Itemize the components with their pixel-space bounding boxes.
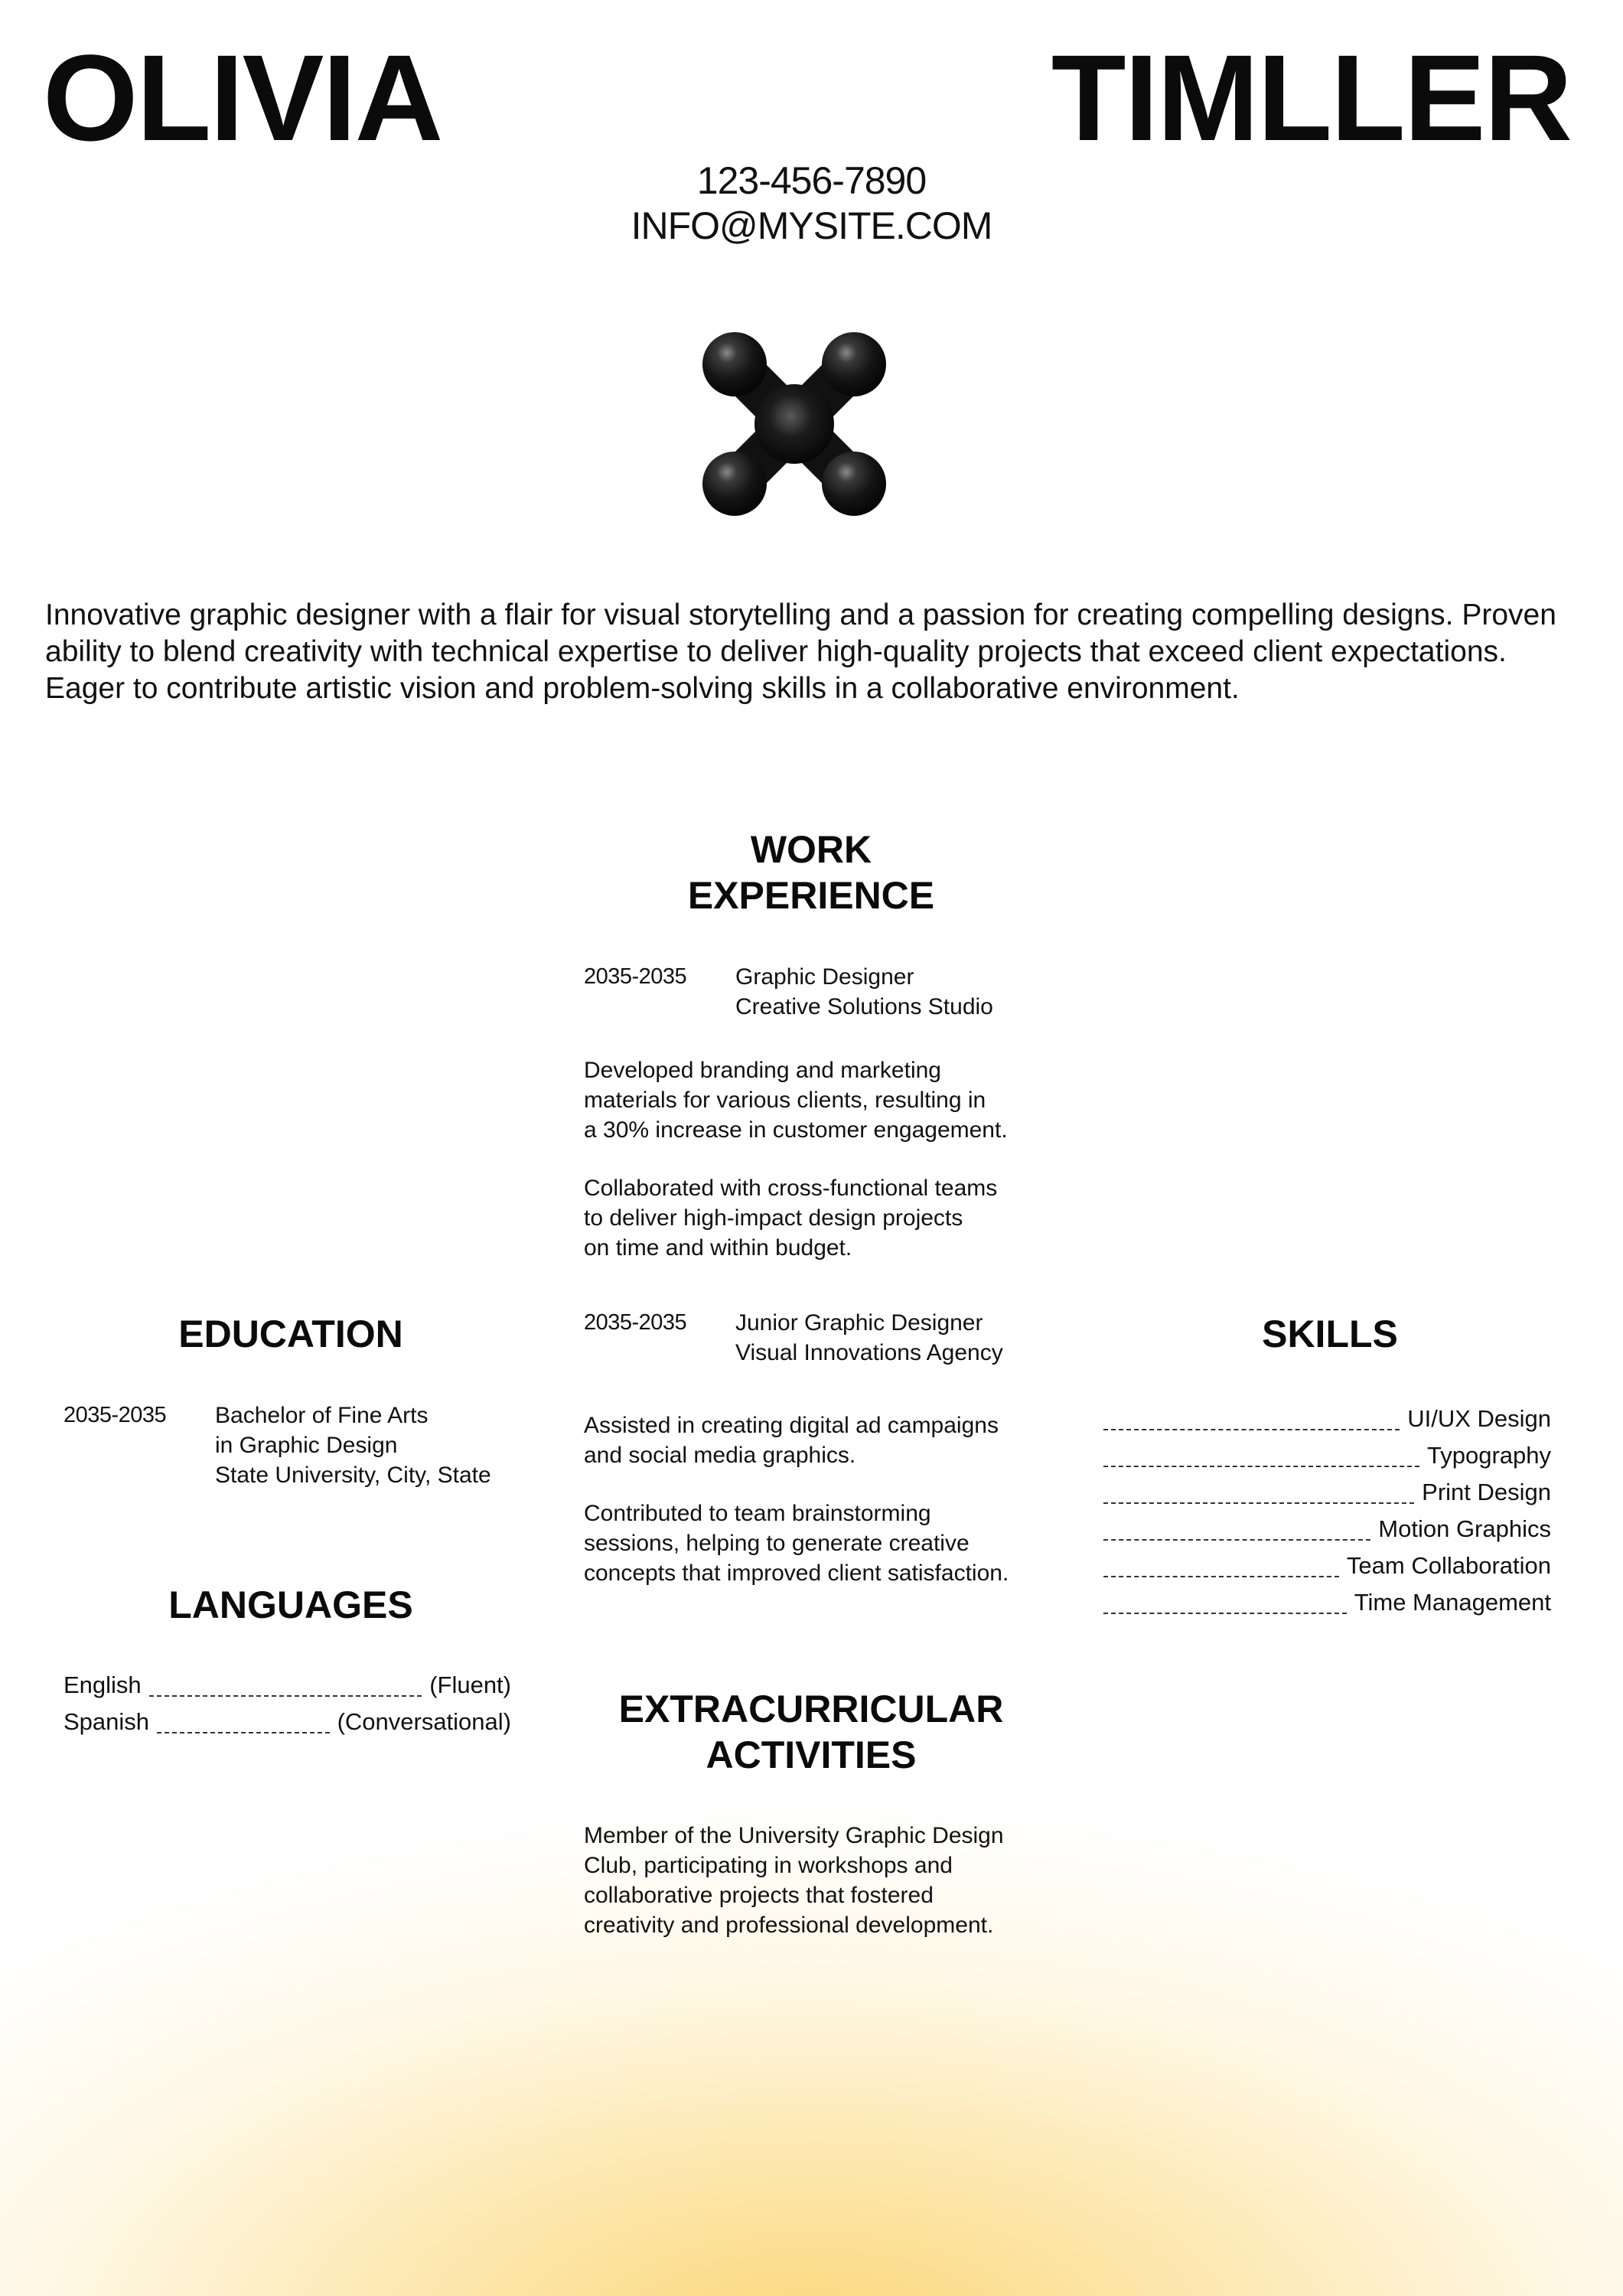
- skill-name: UI/UX Design: [1407, 1405, 1551, 1432]
- skills-list: [1103, 1401, 1551, 1621]
- profile-summary: Innovative graphic designer with a flair for visual storytelling and a passion for creating compelling designs. Proven ability to blend creativity with technical expertise to deliver high-quality projects that exceed client expectations. Eager to contribute artistic vision and problem-solving skills in a collaborative environment.: [45, 598, 1556, 705]
- first-name: OLIVIA: [43, 29, 442, 166]
- molecule-cross-icon: [695, 325, 894, 523]
- education-entry: [64, 1401, 538, 1490]
- skill-row: [1103, 1584, 1551, 1621]
- languages-list: [64, 1667, 511, 1740]
- degree-line: Bachelor of Fine Arts: [215, 1403, 429, 1428]
- dotted-leader: [149, 1695, 422, 1697]
- language-level: (Conversational): [337, 1708, 511, 1735]
- dotted-leader: [1103, 1539, 1370, 1541]
- skill-row: [1103, 1548, 1551, 1584]
- skill-row: [1103, 1474, 1551, 1511]
- skill-name: Typography: [1427, 1442, 1551, 1469]
- last-name: TIMLLER: [1051, 29, 1571, 166]
- dotted-leader: [1103, 1613, 1347, 1614]
- job-company: Creative Solutions Studio: [735, 994, 993, 1019]
- job-bullet: Contributed to team brainstorming sessions, helping to generate creative concepts that improved client satisfaction.: [584, 1501, 1009, 1586]
- language-row: [64, 1704, 511, 1740]
- job-dates: 2035-2035: [584, 964, 687, 989]
- dotted-leader: [157, 1732, 330, 1733]
- phone-number: 123-456-7890: [696, 159, 927, 202]
- degree-line: in Graphic Design: [215, 1433, 398, 1458]
- job-bullet: Developed branding and marketing materials for various clients, resulting in a 30% increase in customer engagement.: [584, 1058, 1008, 1143]
- education-dates: 2035-2035: [64, 1403, 167, 1427]
- work-experience-title: WORK EXPERIENCE: [687, 828, 935, 917]
- job-bullet: Collaborated with cross-functional teams to deliver high-impact design projects on time and within budget.: [584, 1176, 998, 1261]
- skill-name: Team Collaboration: [1346, 1552, 1551, 1579]
- language-name: English: [64, 1671, 142, 1698]
- language-level: (Fluent): [429, 1671, 511, 1698]
- skill-row: [1103, 1401, 1551, 1437]
- job-role: Junior Graphic Designer: [735, 1310, 983, 1336]
- languages-title: LANGUAGES: [168, 1583, 413, 1626]
- job-entry: [584, 962, 1119, 1263]
- education-title: EDUCATION: [178, 1313, 403, 1355]
- dotted-leader: [1103, 1502, 1414, 1504]
- extracurricular-text: Member of the University Graphic Design Club, participating in workshops and collaborative projects that fostered creativity and professional development.: [584, 1823, 1004, 1938]
- language-name: Spanish: [64, 1708, 150, 1735]
- dotted-leader: [1103, 1429, 1400, 1430]
- job-company: Visual Innovations Agency: [735, 1340, 1003, 1365]
- skill-name: Print Design: [1422, 1479, 1551, 1505]
- school-line: State University, City, State: [215, 1463, 491, 1488]
- skill-row: [1103, 1437, 1551, 1474]
- skill-row: [1103, 1511, 1551, 1548]
- email-address: INFO@MYSITE.COM: [631, 204, 992, 247]
- skill-name: Time Management: [1354, 1589, 1551, 1616]
- language-row: [64, 1667, 511, 1704]
- skill-name: Motion Graphics: [1378, 1515, 1551, 1542]
- skills-title: SKILLS: [1262, 1313, 1398, 1355]
- extracurricular-title: EXTRACURRICULAR ACTIVITIES: [618, 1688, 1004, 1776]
- job-entry: [584, 1308, 1119, 1588]
- job-bullet: Assisted in creating digital ad campaigns and social media graphics.: [584, 1413, 999, 1468]
- job-role: Graphic Designer: [735, 964, 914, 990]
- dotted-leader: [1103, 1466, 1419, 1467]
- dotted-leader: [1103, 1576, 1339, 1577]
- job-dates: 2035-2035: [584, 1310, 687, 1335]
